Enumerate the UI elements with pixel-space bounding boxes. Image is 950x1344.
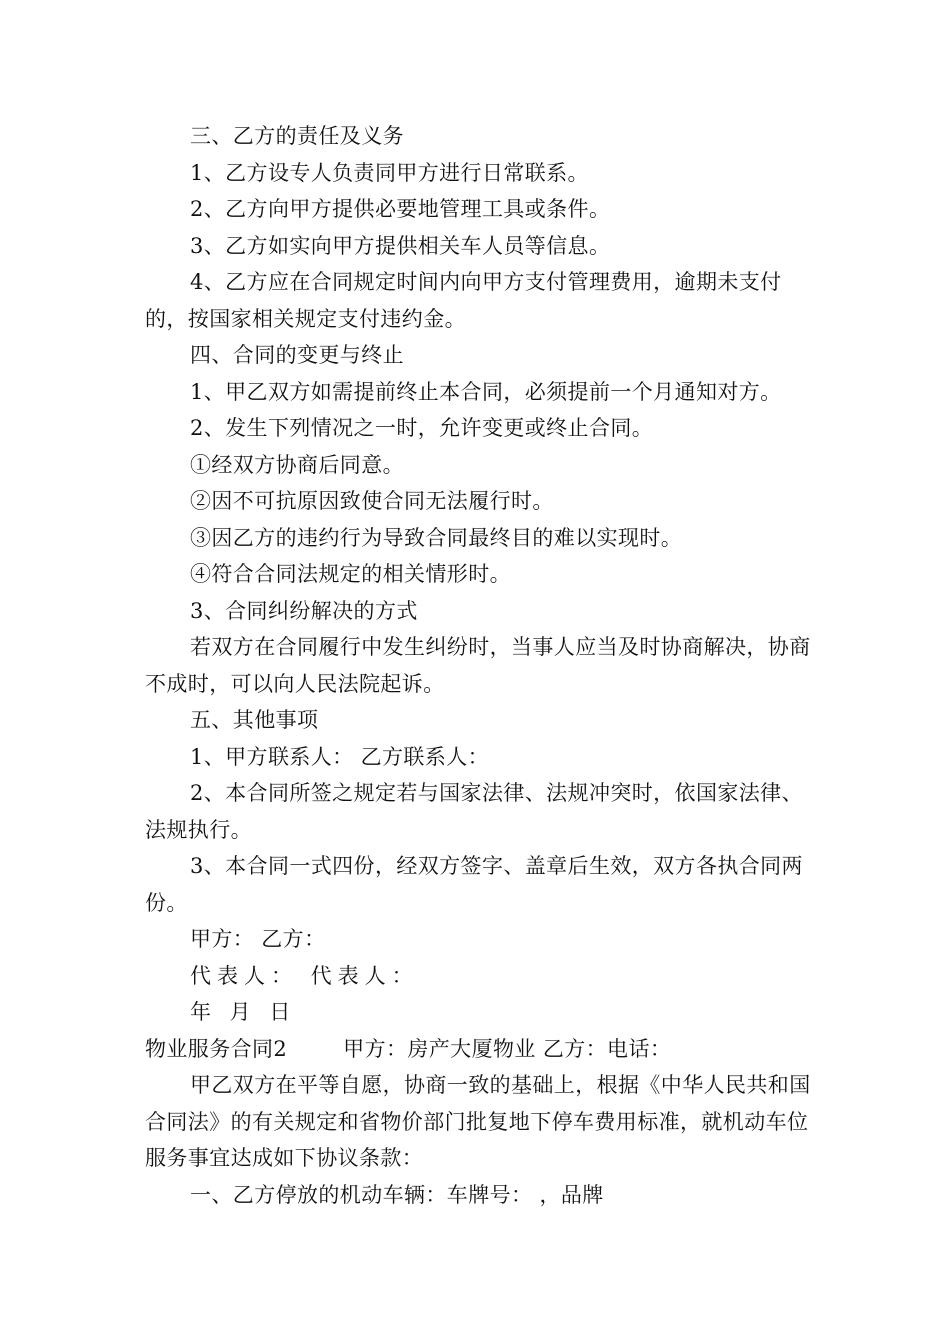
clause-4-1: 1、甲乙双方如需提前终止本合同，必须提前一个月通知对方。 [190, 379, 782, 404]
clause-3-1: 1、乙方设专人负责同甲方进行日常联系。 [190, 160, 589, 185]
condition-4: ④符合合同法规定的相关情形时。 [190, 562, 511, 586]
signature-parties: 甲方： 乙方： [190, 927, 326, 951]
condition-1: ①经双方协商后同意。 [190, 452, 404, 477]
clause-3-3: 3、乙方如实向甲方提供相关车人员等信息。 [190, 233, 611, 258]
section-heading-5: 五、其他事项 [190, 708, 319, 732]
signature-representatives: 代表人： 代表人： [190, 963, 419, 988]
clause-5-2: 2、本合同所签之规定若与国家法律、法规冲突时，依国家法律、法规执行。 [145, 781, 803, 842]
clause-4-3: 3、合同纠纷解决的方式 [190, 598, 418, 623]
contract2-clause-1: 一、乙方停放的机动车辆：车牌号： ，品牌 [190, 1182, 604, 1207]
condition-3: ③因乙方的违约行为导致合同最终目的难以实现时。 [190, 525, 683, 550]
signature-date: 年 月 日 [190, 1000, 297, 1024]
clause-3-4: 4、乙方应在合同规定时间内向甲方支付管理费用，逾期未支付的，按国家相关规定支付违约金。 [145, 270, 782, 331]
section-heading-3: 三、乙方的责任及义务 [190, 124, 404, 148]
clause-4-2: 2、发生下列情况之一时，允许变更或终止合同。 [190, 416, 654, 440]
contract2-header [145, 1031, 817, 1068]
contract2-title: 物业服务合同2 [145, 1036, 288, 1061]
clause-5-3: 3、本合同一式四份，经双方签字、盖章后生效，双方各执合同两份。 [145, 854, 803, 915]
dispute-resolution: 若双方在合同履行中发生纠纷时，当事人应当及时协商解决，协商不成时，可以向人民法院起诉。 [145, 635, 811, 696]
section-heading-4: 四、合同的变更与终止 [190, 343, 404, 367]
condition-2: ②因不可抗原因致使合同无法履行时。 [190, 489, 554, 513]
contract-body [145, 118, 817, 1213]
clause-3-2: 2、乙方向甲方提供必要地管理工具或条件。 [190, 197, 611, 221]
contract2-parties: 甲方：房产大厦物业 乙方：电话： [343, 1036, 672, 1061]
contract2-preamble: 甲乙双方在平等自愿，协商一致的基础上，根据《中华人民共和国合同法》的有关规定和省物价部门批复地下停车费用标准，就机动车位服务事宜达成如下协议条款： [145, 1073, 811, 1170]
clause-5-1: 1、甲方联系人： 乙方联系人： [190, 744, 490, 769]
